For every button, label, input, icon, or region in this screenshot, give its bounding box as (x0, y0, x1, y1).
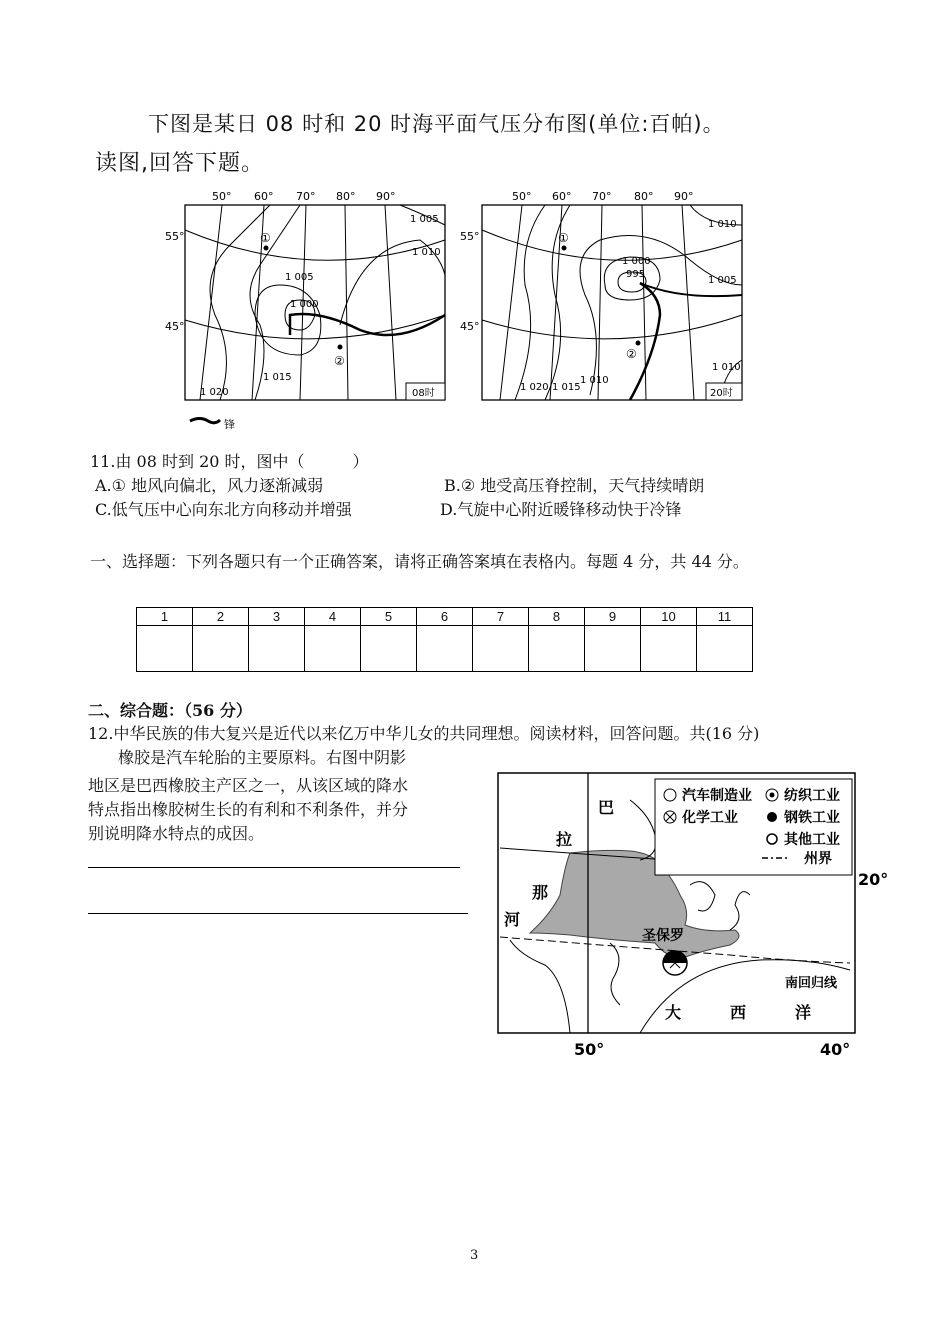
map2-lon-60: 60° (552, 190, 572, 203)
map2-lat-45: 45° (460, 320, 480, 333)
map1-isobar-1015: 1 015 (263, 372, 292, 383)
label-tropic: 南回归线 (785, 976, 838, 991)
map2-point1: ① (558, 231, 569, 245)
label-lon-50: 50° (574, 1040, 605, 1059)
label-ocean-3: 洋 (795, 1003, 812, 1022)
intro-line2: 读图,回答下题。 (95, 151, 264, 176)
map2-isobar-995: 995 (626, 269, 646, 280)
section2-heading: 二、综合题：（56 分） (88, 701, 252, 720)
map2-point2: ② (626, 347, 637, 361)
map2-lon-90: 90° (674, 190, 694, 203)
label-ocean-1: 大 (665, 1003, 682, 1022)
q12-para2: 地区是巴西橡胶主产区之一，从该区域的降水 (88, 776, 409, 795)
map1-isobar-1020: 1 020 (200, 387, 229, 398)
page-number: 3 (470, 1248, 479, 1263)
brazil-rubber-map (490, 765, 895, 1060)
answer-cell[interactable] (305, 626, 361, 672)
q11-option-b[interactable]: B.② 地受高压脊控制，天气持续晴朗 (444, 476, 705, 495)
q11-option-a[interactable]: A.① 地风向偏北，风力逐渐减弱 (95, 476, 324, 495)
map2-isobar-1005: 1 005 (708, 275, 737, 286)
map1-lon-90: 90° (376, 190, 396, 203)
pressure-maps-figure (160, 185, 760, 435)
answer-header: 4 (305, 608, 361, 626)
map2-time-label: 20时 (710, 388, 733, 399)
q12-para4: 别说明降水特点的成因。 (88, 824, 265, 843)
q11-option-d[interactable]: D.气旋中心附近暖锋移动快于冷锋 (440, 500, 682, 519)
pressure-map-08 (165, 190, 445, 400)
map2-lon-80: 80° (634, 190, 654, 203)
map1-isobar-1000: 1 000 (290, 299, 319, 310)
map1-lon-60: 60° (254, 190, 274, 203)
answer-cell[interactable] (697, 626, 753, 672)
map1-point2: ② (334, 354, 345, 368)
answer-cell[interactable] (585, 626, 641, 672)
legend-chemical: 化学工业 (682, 810, 738, 826)
label-ocean-2: 西 (730, 1003, 747, 1022)
answer-header: 2 (193, 608, 249, 626)
label-lat-20: 20° (858, 870, 889, 889)
map2-lon-70: 70° (592, 190, 612, 203)
legend-textile: 纺织工业 (784, 788, 840, 804)
answer-header: 7 (473, 608, 529, 626)
q11-stem: 11.由 08 时到 20 时，图中（ ） (90, 452, 369, 471)
legend-steel: 钢铁工业 (784, 810, 840, 826)
legend-auto: 汽车制造业 (682, 788, 752, 804)
answer-header: 8 (529, 608, 585, 626)
legend-other: 其他工业 (784, 832, 840, 848)
q12-stem: 12.中华民族的伟大复兴是近代以来亿万中华儿女的共同理想。阅读材料，回答问题。共(16 分) (88, 724, 760, 743)
answer-header: 11 (697, 608, 753, 626)
label-ba: 巴 (598, 798, 615, 817)
answer-header: 10 (641, 608, 697, 626)
map1-point1: ① (260, 231, 271, 245)
label-sao-paulo: 圣保罗 (642, 928, 684, 944)
answer-cell[interactable] (641, 626, 697, 672)
map1-isobar-1005a: 1 005 (410, 214, 439, 225)
front-legend-label: 锋 (224, 418, 235, 431)
answer-line[interactable] (88, 913, 468, 914)
map1-isobar-1005b: 1 005 (285, 272, 314, 283)
pressure-map-20 (460, 190, 742, 400)
front-legend-symbol (190, 419, 220, 423)
answer-header: 1 (137, 608, 193, 626)
map2-lat-55: 55° (460, 230, 480, 243)
answer-header: 5 (361, 608, 417, 626)
answer-cell[interactable] (361, 626, 417, 672)
map2-isobar-1010c: 1 010 (580, 375, 609, 386)
map2-lon-50: 50° (512, 190, 532, 203)
q12-para1: 橡胶是汽车轮胎的主要原料。右图中阴影 (118, 748, 407, 767)
section1-heading: 一、选择题：下列各题只有一个正确答案，请将正确答案填在表格内。每题 4 分，共 44 分。 (90, 552, 749, 571)
label-he: 河 (504, 910, 521, 929)
answer-cell[interactable] (417, 626, 473, 672)
label-la: 拉 (556, 830, 573, 849)
q12-para3: 特点指出橡胶树生长的有利和不利条件，并分 (88, 800, 409, 819)
answer-header: 3 (249, 608, 305, 626)
map1-lat-55: 55° (165, 230, 185, 243)
answer-cell[interactable] (529, 626, 585, 672)
map2-isobar-1010a: 1 010 (708, 219, 737, 230)
answer-cell[interactable] (193, 626, 249, 672)
answer-header: 9 (585, 608, 641, 626)
label-lon-40: 40° (820, 1040, 851, 1059)
answer-cell[interactable] (249, 626, 305, 672)
map1-lat-45: 45° (165, 320, 185, 333)
map1-lon-70: 70° (296, 190, 316, 203)
answer-cell[interactable] (137, 626, 193, 672)
map1-lon-80: 80° (336, 190, 356, 203)
map2-isobar-1020: 1 020 (520, 382, 549, 393)
map1-time-label: 08时 (412, 388, 435, 399)
map2-isobar-1010b: 1 010 (712, 362, 741, 373)
label-na: 那 (532, 883, 549, 902)
answer-cell[interactable] (473, 626, 529, 672)
map1-lon-50: 50° (212, 190, 232, 203)
map2-isobar-1015: 1 015 (552, 382, 581, 393)
legend-border: 州界 (804, 851, 832, 867)
q11-option-c[interactable]: C.低气压中心向东北方向移动并增强 (95, 500, 352, 519)
answer-table (136, 607, 753, 672)
intro-line1: 下图是某日 08 时和 20 时海平面气压分布图(单位:百帕)。 (148, 112, 725, 136)
answer-line[interactable] (88, 867, 460, 868)
map1-isobar-1010: 1 010 (412, 247, 441, 258)
map2-isobar-1000: 1 000 (622, 256, 651, 267)
answer-header: 6 (417, 608, 473, 626)
